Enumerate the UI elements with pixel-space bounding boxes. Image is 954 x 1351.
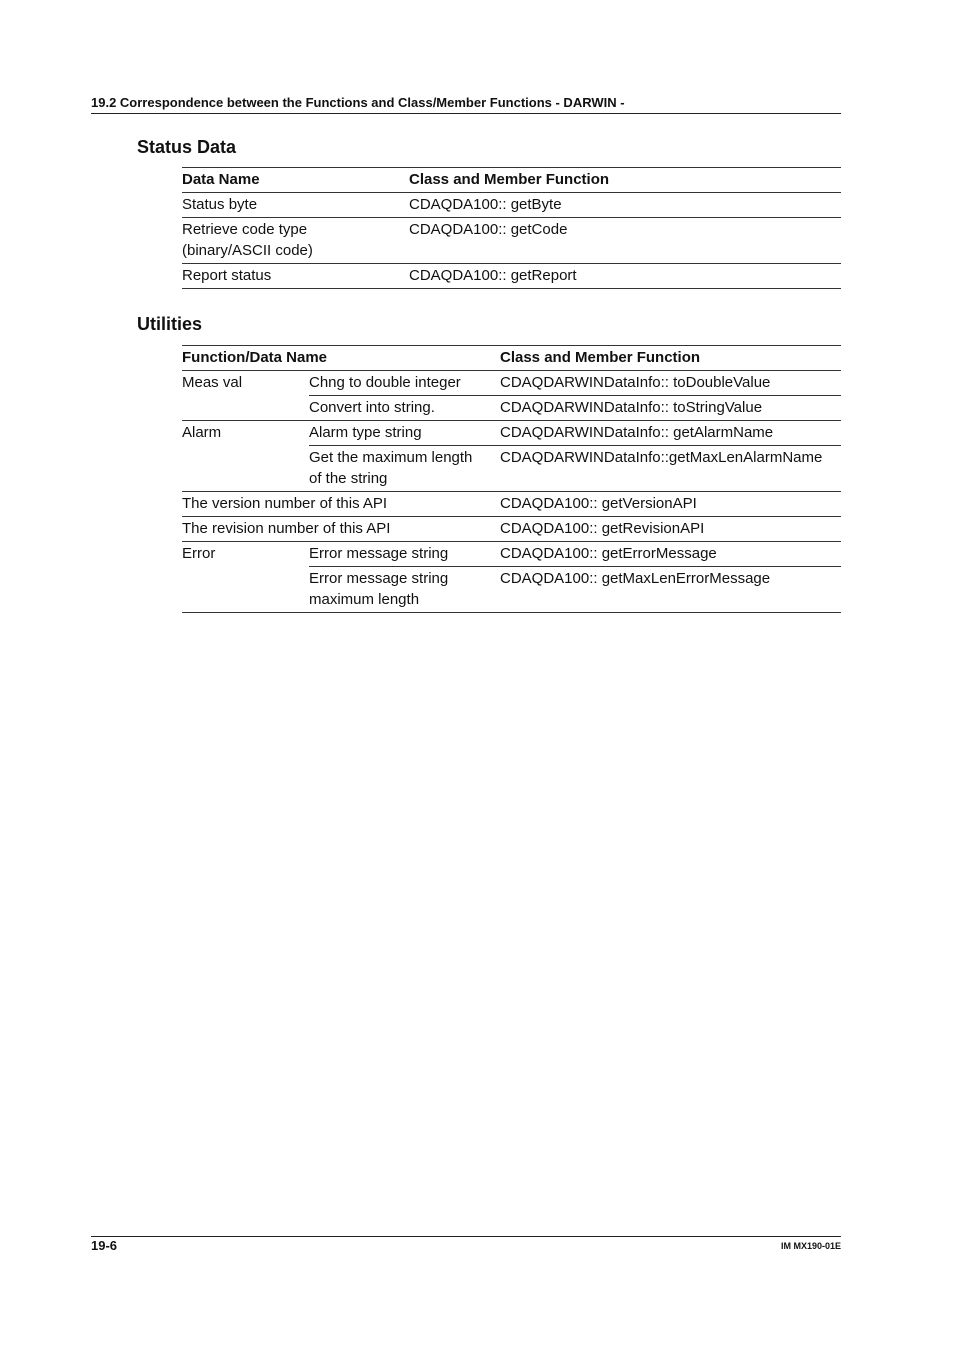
column-header: Data Name xyxy=(182,171,260,188)
group-cell: Error xyxy=(182,545,216,562)
function-cell: CDAQDA100:: getVersionAPI xyxy=(500,495,697,512)
column-header: Class and Member Function xyxy=(409,171,610,188)
column-header: Class and Member Function xyxy=(500,349,701,366)
data-name-cell: Status byte xyxy=(182,196,258,213)
function-cell: CDAQDARWINDataInfo:: getAlarmName xyxy=(500,421,841,446)
table-header-row xyxy=(182,346,841,371)
sub-function-cell: Alarm type string xyxy=(309,421,500,446)
sub-function-cell: Chng to double integer xyxy=(309,371,500,396)
table-row xyxy=(182,218,841,264)
function-cell: CDAQDA100:: getReport xyxy=(409,267,577,284)
table-row xyxy=(182,517,841,542)
page-number: 19-6 xyxy=(91,1238,118,1253)
group-cell xyxy=(182,567,309,613)
table-row xyxy=(182,421,841,446)
function-cell: CDAQDA100:: getByte xyxy=(409,196,562,213)
function-cell: CDAQDA100:: getRevisionAPI xyxy=(500,520,705,537)
group-cell xyxy=(182,396,309,421)
group-cell: The version number of this API xyxy=(182,495,388,512)
document-id: IM MX190-01E xyxy=(780,1241,841,1251)
sub-function-line: Get the maximum length xyxy=(309,449,473,466)
sub-function-line: maximum length xyxy=(309,591,420,608)
sub-function-cell: Error message string xyxy=(309,542,500,567)
utilities-table xyxy=(182,345,841,613)
footer-rule xyxy=(91,1236,841,1237)
function-cell: CDAQDA100:: getErrorMessage xyxy=(500,542,841,567)
function-cell: CDAQDARWINDataInfo:: toDoubleValue xyxy=(500,371,841,396)
data-name-line: Retrieve code type xyxy=(182,221,308,238)
status-data-title: Status Data xyxy=(137,137,237,157)
sub-function-cell xyxy=(309,567,500,613)
group-cell xyxy=(182,446,309,492)
table-row xyxy=(182,264,841,289)
table-row xyxy=(182,567,841,613)
table-row xyxy=(182,371,841,396)
function-cell: CDAQDA100:: getMaxLenErrorMessage xyxy=(500,570,771,587)
function-cell: CDAQDA100:: getCode xyxy=(409,221,568,238)
sub-function-cell: Convert into string. xyxy=(309,399,435,416)
sub-function-line: of the string xyxy=(309,470,388,487)
table-header-row xyxy=(182,168,841,193)
data-name-cell xyxy=(182,218,409,264)
data-name-cell: Report status xyxy=(182,267,272,284)
sub-function-line: Error message string xyxy=(309,570,449,587)
table-row xyxy=(182,492,841,517)
table-row xyxy=(182,542,841,567)
table-row xyxy=(182,396,841,421)
table-row xyxy=(182,446,841,492)
column-header: Function/Data Name xyxy=(182,349,328,366)
function-cell: CDAQDARWINDataInfo::getMaxLenAlarmName xyxy=(500,449,823,466)
running-header: 19.2 Correspondence between the Functions and Class/Member Functions - DARWIN - xyxy=(91,95,841,114)
table-row xyxy=(182,193,841,218)
group-cell: Alarm xyxy=(182,424,222,441)
status-data-table xyxy=(182,167,841,289)
group-cell: Meas val xyxy=(182,374,243,391)
group-cell: The revision number of this API xyxy=(182,520,391,537)
function-cell: CDAQDARWINDataInfo:: toStringValue xyxy=(500,399,763,416)
sub-function-cell xyxy=(309,446,500,492)
data-name-line: (binary/ASCII code) xyxy=(182,242,313,259)
utilities-title: Utilities xyxy=(137,314,203,334)
